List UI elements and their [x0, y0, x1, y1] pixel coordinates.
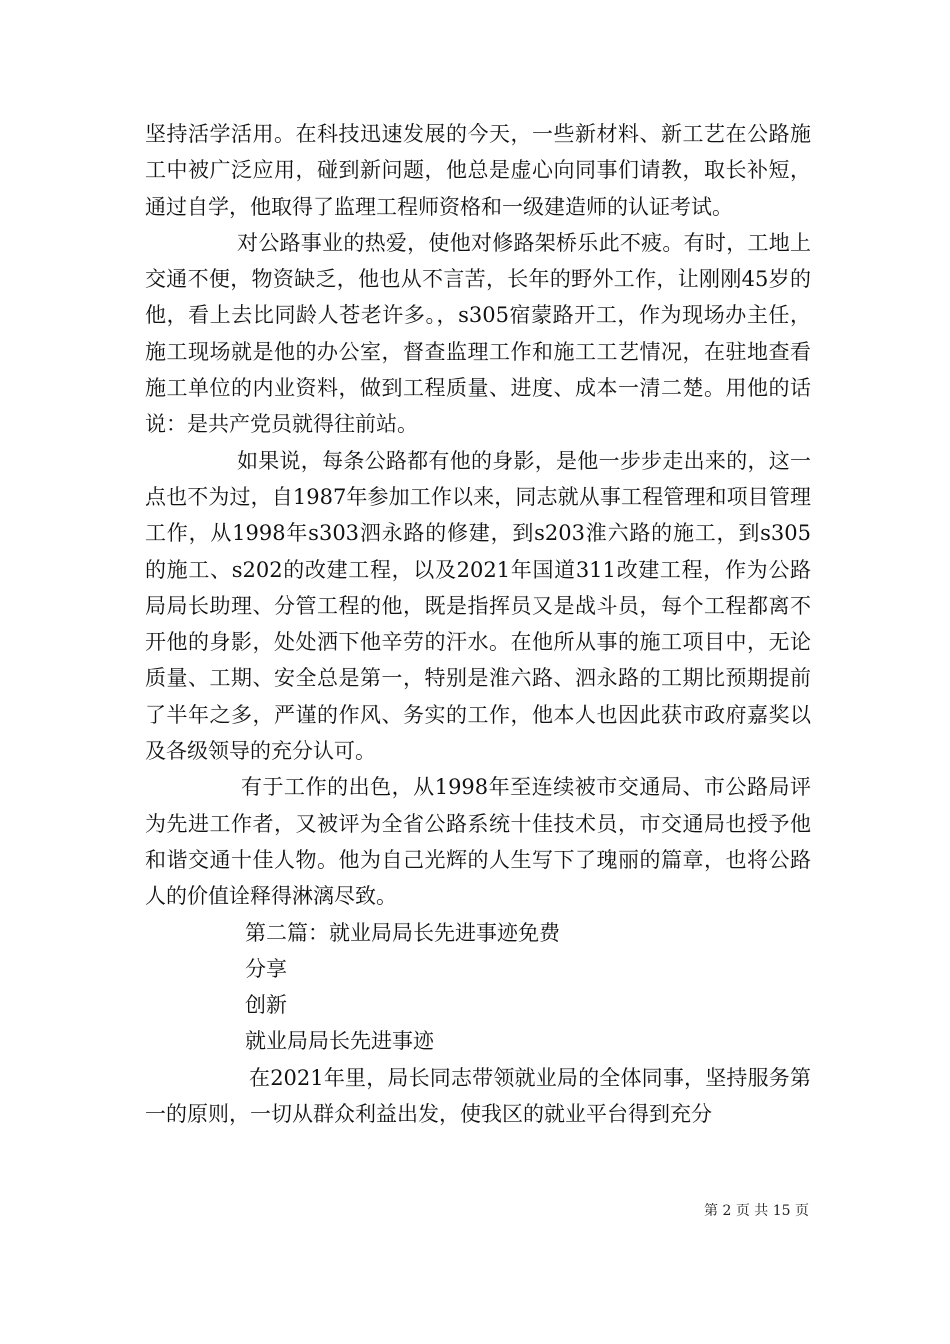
paragraph-employment: 在2021年里，局长同志带领就业局的全体同事，坚持服务第一的原则，一切从群众利益出发，使我区的就业平台得到充分	[145, 1065, 811, 1127]
page-number: 第 2 页 共 15 页	[704, 1203, 809, 1219]
heading-innovation: 创新	[245, 993, 287, 1018]
heading-title: 就业局局长先进事迹	[245, 1029, 434, 1054]
paragraph-passion: 对公路事业的热爱，使他对修路架桥乐此不疲。有时，工地上交通不便，物资缺乏，他也从不言苦，长年的野外工作，让刚刚45岁的他，看上去比同龄人苍老许多。，s305宿蒙路开工，作为现场办主任，施工现场就是他的办公室，督查监理工作和施工工艺情况，在驻地查看施工单位的内业资料，做到工程质量、进度、成本一清二楚。用他的话说：是共产党员就得往前站。	[145, 230, 811, 437]
section-heading: 第二篇：就业局局长先进事迹免费	[245, 920, 560, 945]
document-body	[145, 116, 811, 1132]
paragraph-awards: 有于工作的出色，从1998年至连续被市交通局、市公路局评为先进工作者，又被评为全省公路系统十佳技术员，市交通局也授予他和谐交通十佳人物。他为自己光辉的人生写下了瑰丽的篇章，也将公路人的价值诠释得淋漓尽致。	[145, 775, 811, 909]
paragraph-roads: 如果说，每条公路都有他的身影，是他一步步走出来的，这一点也不为过，自1987年参加工作以来，同志就从事工程管理和项目管理工作，从1998年s303泗永路的修建，到s203淮六路的施工，到s305的施工、s202的改建工程，以及2021年国道311改建工程，作为公路局局长助理、分管工程的他，既是指挥员又是战斗员，每个工程都离不开他的身影，处处洒下他辛劳的汗水。在他所从事的施工项目中，无论质量、工期、安全总是第一，特别是淮六路、泗永路的工期比预期提前了半年之多，严谨的作风、务实的工作，他本人也因此获市政府嘉奖以及各级领导的充分认可。	[145, 448, 811, 764]
paragraph-study: 坚持活学活用。在科技迅速发展的今天，一些新材料、新工艺在公路施工中被广泛应用，碰到新问题，他总是虚心向同事们请教，取长补短，通过自学，他取得了监理工程师资格和一级建造师的认证考试。	[145, 122, 811, 219]
heading-share: 分享	[245, 956, 287, 981]
